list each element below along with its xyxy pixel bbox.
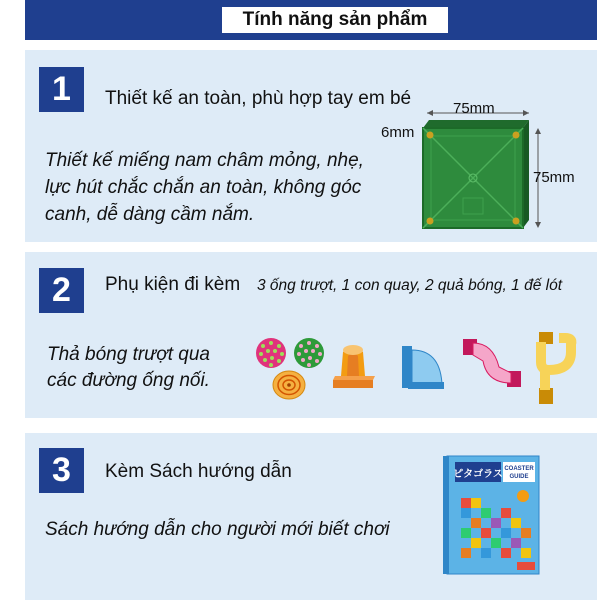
blue-slide-icon bbox=[400, 344, 446, 392]
feature-description-line: các đường ống nối. bbox=[47, 370, 210, 391]
svg-text:GUIDE: GUIDE bbox=[509, 474, 529, 480]
feature-number-badge: 1 bbox=[39, 67, 84, 112]
feature-panel-1 bbox=[25, 50, 597, 242]
spinner-top-icon bbox=[272, 370, 306, 400]
yellow-tube-icon bbox=[535, 332, 579, 404]
feature-description-line: lực hút chắc chắn an toàn, không góc bbox=[45, 177, 362, 198]
feature-description: Sách hướng dẫn cho người mới biết chơi bbox=[45, 519, 390, 540]
feature-panel-2 bbox=[25, 252, 597, 418]
feature-title: Phụ kiện đi kèm bbox=[105, 274, 241, 295]
feature-number-badge: 2 bbox=[39, 268, 84, 313]
pink-ball-icon bbox=[255, 337, 287, 369]
feature-subtitle: 3 ống trượt, 1 con quay, 2 quả bóng, 1 đế lót bbox=[257, 277, 563, 294]
feature-panel-3 bbox=[25, 433, 597, 600]
svg-text:COASTER: COASTER bbox=[504, 466, 534, 472]
feature-number-badge: 3 bbox=[39, 448, 84, 493]
tile-height-label: 75mm bbox=[533, 169, 575, 186]
pink-tube-icon bbox=[463, 337, 521, 389]
tile-thickness-label: 6mm bbox=[381, 124, 415, 141]
feature-description-line: Thiết kế miếng nam châm mỏng, nhẹ, bbox=[45, 150, 364, 171]
feature-title: Kèm Sách hướng dẫn bbox=[105, 461, 292, 482]
guide-book-image bbox=[443, 454, 543, 576]
magnet-tile-image bbox=[423, 120, 533, 230]
page-title: Tính năng sản phẩm bbox=[221, 6, 449, 34]
green-ball-icon bbox=[293, 337, 325, 369]
feature-description-line: canh, dễ dàng cầm nắm. bbox=[45, 204, 255, 225]
feature-description-line: Thả bóng trượt qua bbox=[47, 344, 210, 365]
header-bar bbox=[25, 0, 597, 40]
svg-text:ピタゴラス: ピタゴラス bbox=[453, 469, 503, 480]
orange-funnel-icon bbox=[329, 340, 377, 392]
tile-width-label: 75mm bbox=[453, 100, 495, 117]
feature-title: Thiết kế an toàn, phù hợp tay em bé bbox=[105, 88, 412, 109]
